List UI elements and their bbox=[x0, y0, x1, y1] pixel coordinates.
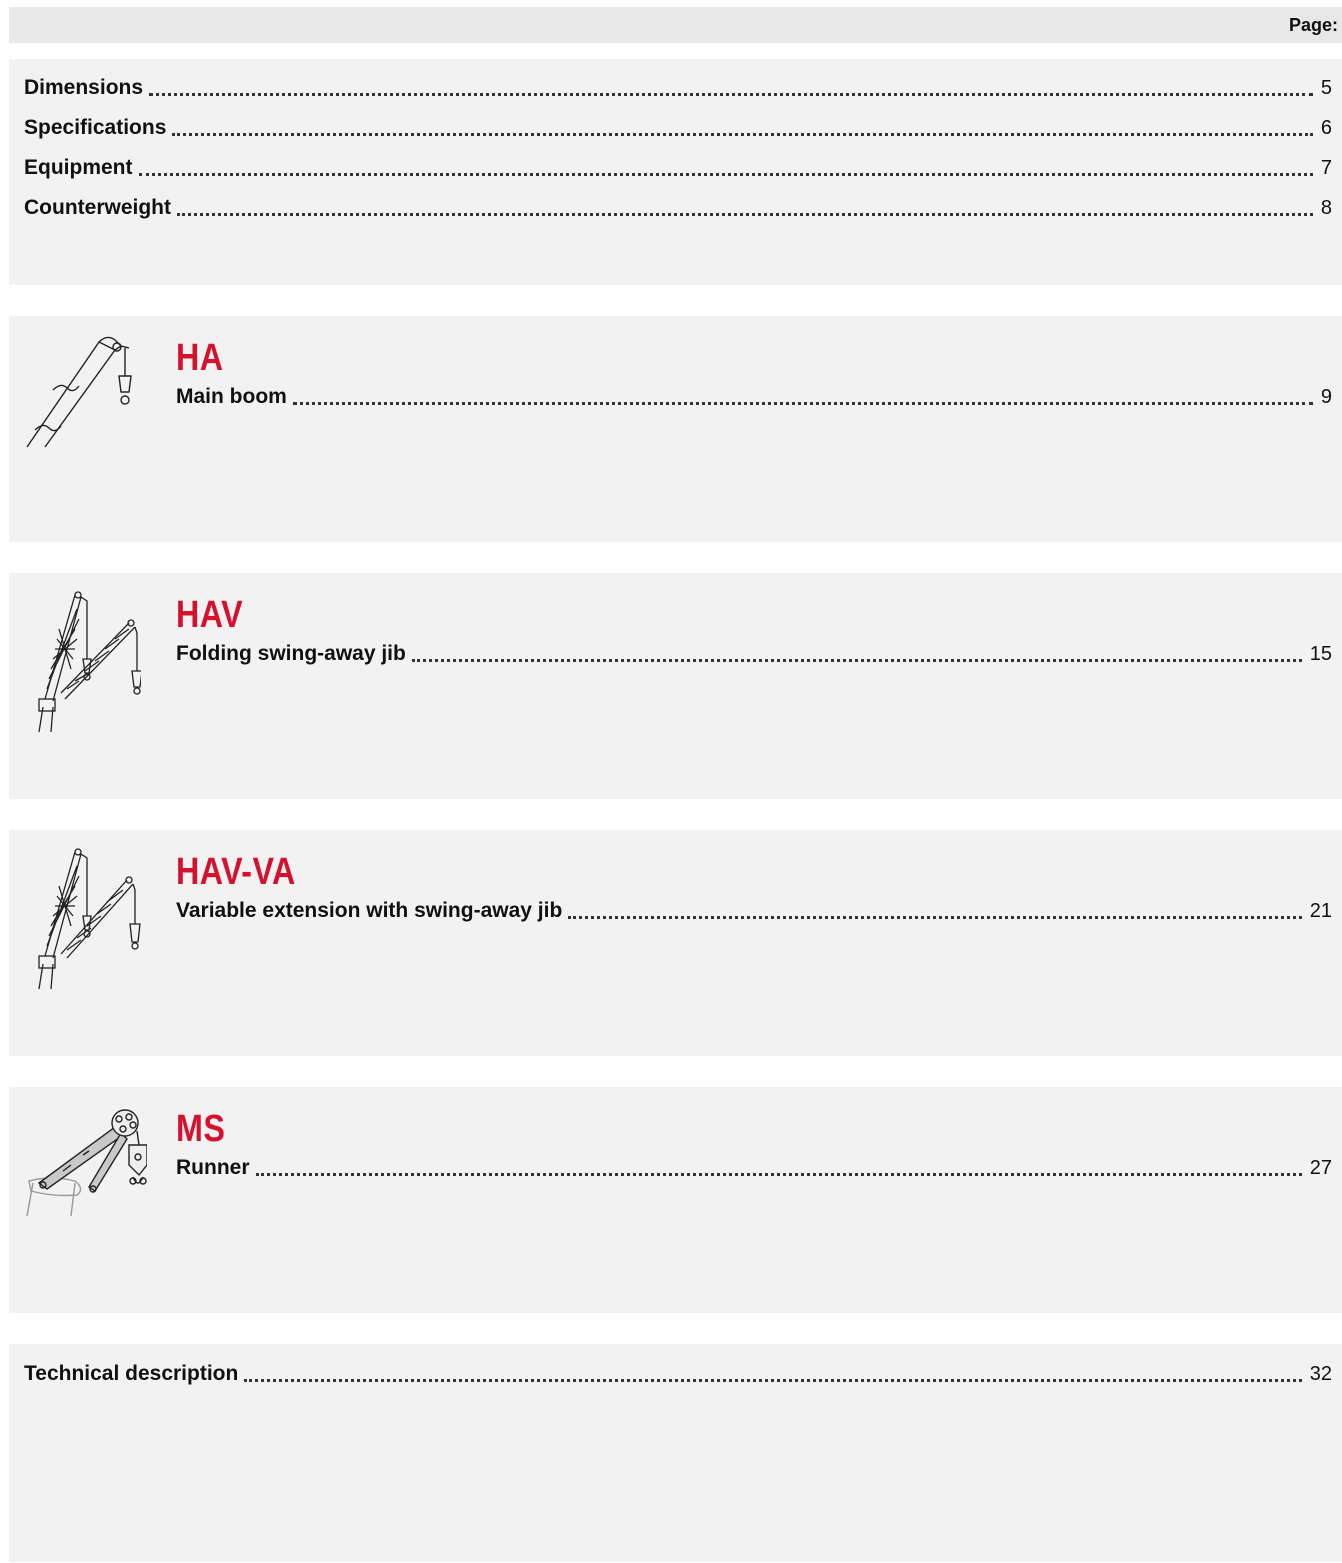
toc-entry-label: Dimensions bbox=[24, 76, 144, 99]
toc-entry-technical-description[interactable] bbox=[24, 1361, 1332, 1387]
section-code: HAV bbox=[176, 594, 244, 636]
toc-entry-dimensions[interactable] bbox=[24, 75, 1332, 101]
leader-dots bbox=[293, 402, 1313, 405]
toc-entry-counterweight[interactable] bbox=[24, 195, 1332, 221]
toc-entry-label: Main boom bbox=[176, 385, 287, 408]
toc-entry-label: Counterweight bbox=[24, 196, 171, 219]
section-code: HAV-VA bbox=[176, 851, 296, 893]
section-panel-ms bbox=[9, 1087, 1342, 1313]
main-boom-icon bbox=[17, 330, 137, 448]
toc-entry-page: 32 bbox=[1309, 1363, 1332, 1385]
general-panel bbox=[9, 59, 1342, 285]
toc-entry-runner[interactable] bbox=[176, 1155, 1332, 1181]
section-panel-ha bbox=[9, 316, 1342, 542]
toc-entry-label: Equipment bbox=[24, 156, 133, 179]
toc-entry-page: 9 bbox=[1320, 386, 1332, 408]
toc-entry-equipment[interactable] bbox=[24, 155, 1332, 181]
toc-entry-page: 6 bbox=[1320, 117, 1332, 139]
leader-dots bbox=[172, 133, 1312, 136]
leader-dots bbox=[568, 916, 1301, 919]
toc-entry-page: 5 bbox=[1320, 77, 1332, 99]
toc-entry-label: Technical description bbox=[24, 1362, 239, 1385]
leader-dots bbox=[256, 1173, 1302, 1176]
leader-dots bbox=[244, 1379, 1301, 1382]
toc-entry-label: Variable extension with swing-away jib bbox=[176, 899, 563, 922]
toc-entry-folding-jib[interactable] bbox=[176, 641, 1332, 667]
runner-icon bbox=[23, 1105, 147, 1217]
folding-jib-icon bbox=[31, 589, 141, 733]
section-code: HA bbox=[176, 337, 224, 379]
toc-entry-page: 27 bbox=[1309, 1157, 1332, 1179]
leader-dots bbox=[149, 93, 1313, 96]
leader-dots bbox=[412, 659, 1302, 662]
leader-dots bbox=[177, 213, 1313, 216]
leader-dots bbox=[139, 173, 1313, 176]
section-panel-hav bbox=[9, 573, 1342, 799]
toc-entry-page: 21 bbox=[1309, 900, 1332, 922]
toc-entry-label: Specifications bbox=[24, 116, 167, 139]
section-code: MS bbox=[176, 1108, 226, 1150]
toc-entry-main-boom[interactable] bbox=[176, 384, 1332, 410]
variable-jib-icon bbox=[31, 846, 141, 990]
toc-entry-specifications[interactable] bbox=[24, 115, 1332, 141]
toc-entry-variable-jib[interactable] bbox=[176, 898, 1332, 924]
toc-entry-page: 15 bbox=[1309, 643, 1332, 665]
toc-entry-label: Folding swing-away jib bbox=[176, 642, 406, 665]
toc-entry-label: Runner bbox=[176, 1156, 250, 1179]
page-column-label: Page: bbox=[1288, 15, 1338, 35]
toc-entry-page: 7 bbox=[1320, 157, 1332, 179]
toc-header-bar bbox=[9, 7, 1342, 43]
section-panel-hav-va bbox=[9, 830, 1342, 1056]
toc-entry-page: 8 bbox=[1320, 197, 1332, 219]
technical-panel bbox=[9, 1344, 1342, 1562]
